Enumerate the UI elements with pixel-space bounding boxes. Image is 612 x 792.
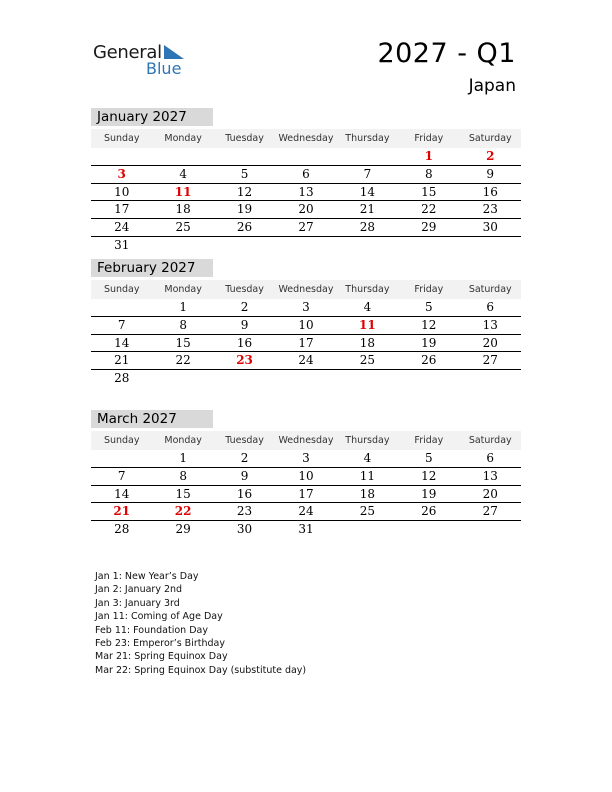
quarter-title: 2027 - Q1	[377, 38, 516, 69]
day-cell: 16	[482, 184, 498, 199]
day-cell	[337, 237, 398, 254]
day-cell	[214, 237, 275, 254]
day-cell	[275, 237, 336, 254]
day-cell: 30	[236, 522, 253, 537]
day-cell: 3	[302, 451, 310, 465]
day-cell: 30	[482, 220, 498, 235]
day-cell: 7	[117, 468, 126, 483]
day-cell: 26	[421, 353, 437, 368]
day-cell: 18	[175, 202, 191, 217]
holiday-item: Jan 2: January 2nd	[95, 584, 183, 596]
day-cell	[460, 521, 521, 538]
day-cell: 9	[240, 317, 249, 332]
day-cell: 8	[425, 166, 433, 181]
logo-triangle-icon	[164, 45, 184, 59]
day-cell: 27	[482, 504, 498, 519]
country-name: Japan	[468, 76, 516, 96]
month-label: March 2027	[91, 410, 213, 428]
weekday-label: Tuesday	[225, 284, 264, 295]
day-cell: 8	[179, 468, 187, 483]
day-cell: 9	[486, 166, 495, 181]
day-cell: 2	[240, 451, 249, 465]
day-cell: 21	[113, 504, 131, 519]
weekday-label: Thursday	[345, 284, 390, 295]
day-cell: 15	[421, 184, 437, 199]
day-cell: 22	[175, 353, 191, 368]
week-row	[91, 219, 521, 237]
weekday-header	[91, 280, 521, 299]
day-cell	[214, 148, 275, 165]
day-cell	[214, 370, 275, 387]
day-cell: 24	[114, 220, 130, 235]
day-cell: 25	[175, 220, 191, 235]
day-cell: 29	[421, 220, 437, 235]
week-row	[91, 184, 521, 202]
day-cell: 17	[298, 486, 314, 501]
week-row	[91, 317, 521, 335]
weekday-label: Friday	[414, 435, 444, 446]
day-cell: 21	[114, 353, 130, 368]
day-cell	[337, 370, 398, 387]
day-cell: 24	[298, 353, 314, 368]
weekday-label: Monday	[164, 133, 202, 144]
day-cell: 3	[302, 300, 310, 314]
day-cell: 5	[425, 300, 433, 314]
day-cell: 7	[117, 317, 126, 332]
day-cell: 4	[179, 166, 187, 181]
day-cell	[398, 237, 459, 254]
week-row	[91, 503, 521, 521]
day-cell: 23	[236, 504, 253, 519]
day-cell: 19	[421, 486, 437, 501]
day-cell	[91, 450, 152, 467]
day-cell: 19	[236, 202, 253, 217]
day-cell: 24	[298, 504, 314, 519]
day-cell: 11	[359, 317, 376, 332]
day-cell: 16	[236, 335, 253, 350]
day-cell: 13	[298, 184, 314, 199]
day-cell	[152, 237, 213, 254]
day-cell: 12	[236, 184, 253, 199]
weekday-label: Friday	[414, 133, 444, 144]
holiday-item: Feb 23: Emperor’s Birthday	[95, 638, 225, 650]
day-cell: 5	[240, 166, 249, 181]
day-cell: 14	[359, 184, 376, 199]
week-row	[91, 201, 521, 219]
day-cell: 29	[175, 522, 191, 537]
weekday-label: Tuesday	[225, 435, 264, 446]
day-cell: 7	[363, 166, 372, 181]
day-cell	[460, 370, 521, 387]
day-cell: 1	[424, 149, 433, 163]
day-cell: 1	[179, 300, 187, 314]
holiday-item: Feb 11: Foundation Day	[95, 624, 208, 636]
day-cell: 1	[179, 451, 187, 465]
day-cell	[91, 299, 152, 316]
holiday-item: Mar 22: Spring Equinox Day (substitute day)	[95, 664, 307, 676]
day-cell: 10	[298, 317, 314, 332]
logo-general-text: General	[93, 42, 162, 63]
weekday-label: Monday	[164, 284, 202, 295]
day-cell: 27	[298, 220, 314, 235]
day-cell: 25	[359, 353, 376, 368]
weekday-label: Saturday	[468, 133, 512, 144]
weekday-label: Thursday	[345, 133, 390, 144]
week-row	[91, 486, 521, 504]
day-cell: 2	[240, 300, 249, 314]
month-label: January 2027	[91, 108, 213, 126]
weekday-label: Thursday	[345, 435, 390, 446]
day-cell	[275, 370, 336, 387]
day-cell: 3	[117, 166, 126, 181]
holiday-item: Jan 3: January 3rd	[95, 597, 180, 609]
day-cell: 13	[482, 468, 498, 483]
day-cell: 4	[363, 300, 372, 314]
day-cell: 27	[482, 353, 498, 368]
day-cell: 17	[114, 202, 130, 217]
day-cell: 23	[236, 353, 253, 368]
week-row	[91, 521, 521, 538]
weekday-label: Friday	[414, 284, 444, 295]
day-cell	[398, 370, 459, 387]
day-cell: 26	[421, 504, 437, 519]
day-cell: 15	[175, 486, 191, 501]
day-cell: 5	[425, 451, 433, 465]
day-cell: 11	[359, 468, 376, 483]
day-cell: 16	[236, 486, 253, 501]
week-row	[91, 468, 521, 486]
week-row	[91, 450, 521, 468]
week-row	[91, 166, 521, 184]
month-label: February 2027	[91, 259, 213, 277]
holiday-item: Jan 11: Coming of Age Day	[95, 611, 223, 623]
week-row	[91, 237, 521, 254]
day-cell: 19	[421, 335, 437, 350]
weekday-label: Wednesday	[278, 133, 334, 144]
day-cell	[275, 148, 336, 165]
day-cell	[91, 148, 152, 165]
day-cell: 21	[359, 202, 376, 217]
weekday-label: Saturday	[468, 435, 512, 446]
day-cell: 18	[359, 335, 376, 350]
day-cell: 28	[359, 220, 376, 235]
day-cell: 11	[174, 184, 192, 199]
weekday-label: Monday	[164, 435, 202, 446]
weekday-label: Wednesday	[278, 435, 334, 446]
day-cell: 12	[421, 468, 437, 483]
weekday-header	[91, 431, 521, 450]
day-cell: 4	[363, 451, 372, 465]
day-cell: 26	[236, 220, 253, 235]
day-cell	[337, 521, 398, 538]
logo-blue-text: Blue	[146, 59, 182, 78]
day-cell: 2	[486, 149, 495, 163]
day-cell: 22	[421, 202, 437, 217]
day-cell: 20	[482, 486, 498, 501]
day-cell: 28	[114, 522, 130, 537]
day-cell: 22	[174, 504, 192, 519]
week-row	[91, 299, 521, 317]
day-cell	[398, 521, 459, 538]
week-row	[91, 370, 521, 387]
day-cell: 28	[114, 371, 130, 386]
weekday-label: Sunday	[103, 133, 140, 144]
day-cell: 31	[114, 237, 130, 252]
day-cell: 31	[298, 522, 314, 537]
day-cell: 10	[114, 184, 130, 199]
weekday-label: Saturday	[468, 284, 512, 295]
day-cell: 13	[482, 317, 498, 332]
day-cell: 15	[175, 335, 191, 350]
day-cell: 20	[298, 202, 314, 217]
day-cell: 8	[179, 317, 187, 332]
day-cell	[152, 148, 213, 165]
day-cell: 6	[486, 300, 495, 314]
week-row	[91, 335, 521, 353]
week-row	[91, 352, 521, 370]
holiday-item: Jan 1: New Year’s Day	[95, 571, 199, 582]
day-cell	[460, 237, 521, 254]
weekday-label: Sunday	[103, 284, 140, 295]
week-row	[91, 148, 521, 166]
day-cell	[152, 370, 213, 387]
weekday-label: Sunday	[103, 435, 140, 446]
holiday-item: Mar 21: Spring Equinox Day	[95, 651, 228, 663]
day-cell: 20	[482, 335, 498, 350]
day-cell: 10	[298, 468, 314, 483]
brand-logo	[93, 42, 193, 78]
day-cell: 14	[114, 486, 130, 501]
weekday-label: Wednesday	[278, 284, 334, 295]
day-cell: 12	[421, 317, 437, 332]
day-cell: 23	[482, 202, 498, 217]
day-cell: 18	[359, 486, 376, 501]
weekday-header	[91, 129, 521, 148]
day-cell	[337, 148, 398, 165]
holiday-list	[95, 570, 306, 677]
day-cell: 6	[302, 166, 310, 181]
day-cell: 14	[114, 335, 130, 350]
day-cell: 6	[486, 451, 495, 465]
day-cell: 9	[240, 468, 249, 483]
day-cell: 25	[359, 504, 376, 519]
weekday-label: Tuesday	[225, 133, 264, 144]
day-cell: 17	[298, 335, 314, 350]
